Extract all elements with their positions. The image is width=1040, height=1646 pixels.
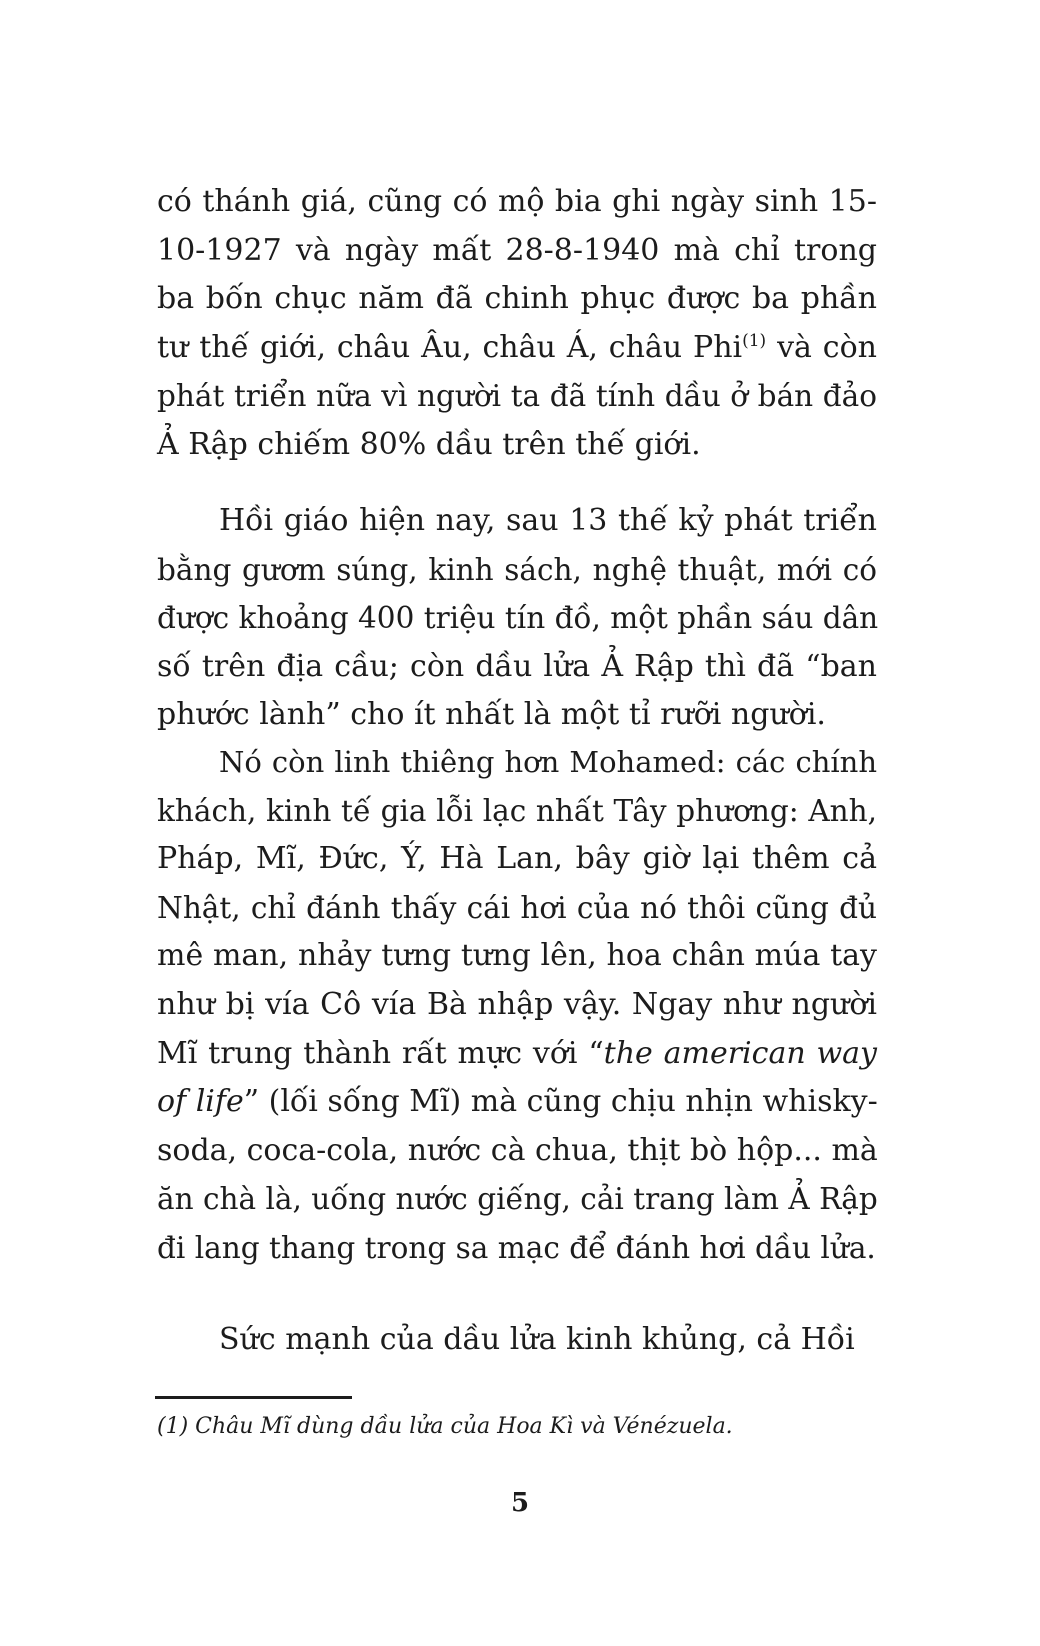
- text-line: Ả Rập chiếm 80% dầu trên thế giới.: [157, 426, 701, 462]
- paragraph-4: [157, 1316, 877, 1365]
- italic-phrase: of life: [157, 1084, 244, 1120]
- text-line: Sức mạnh của dầu lửa kinh khủng, cả Hồi: [219, 1322, 855, 1357]
- text-line: [157, 324, 877, 373]
- text-line: đi lang thang trong sa mạc để đánh hơi dầu lửa.: [157, 1230, 876, 1265]
- text-line: có thánh giá, cũng có mộ bia ghi ngày sinh 15-: [157, 184, 877, 219]
- paragraph-3: [157, 738, 877, 1273]
- text-line: số trên địa cầu; còn dầu lửa Ả Rập thì đã “ban: [157, 648, 877, 684]
- text-line: phát triển nữa vì người ta đã tính dầu ở bán đảo: [157, 379, 877, 414]
- text-line: khách, kinh tế gia lỗi lạc nhất Tây phương: Anh,: [157, 793, 877, 828]
- footnote-divider: [155, 1396, 352, 1399]
- text-line: ba bốn chục năm đã chinh phục được ba phần: [157, 281, 877, 317]
- paragraph-1: [157, 178, 877, 470]
- text-line: bằng gươm súng, kinh sách, nghệ thuật, mới có: [157, 552, 877, 587]
- text-segment: ” (lối sống Mĩ) mà cũng chịu nhịn whisky-: [243, 1084, 878, 1120]
- text-line: mê man, nhảy tưng tưng lên, hoa chân múa tay: [157, 938, 877, 974]
- text-line: ăn chà là, uống nước giếng, cải trang làm Ả Rập: [157, 1182, 878, 1217]
- text-line: Nó còn linh thiêng hơn Mohamed: các chính: [219, 745, 877, 779]
- footnote-reference: (1): [742, 330, 767, 351]
- text-line: 10-1927 và ngày mất 28-8-1940 mà chỉ trong: [157, 232, 877, 268]
- text-line: [157, 1030, 877, 1079]
- text-line: được khoảng 400 triệu tín đồ, một phần sáu dân: [157, 601, 879, 636]
- italic-phrase: the american way: [603, 1035, 877, 1071]
- page-number: 5: [510, 1488, 530, 1518]
- text-line: Nhật, chỉ đánh thấy cái hơi của nó thôi cũng đủ: [157, 890, 877, 925]
- footnote: (1) Châu Mĩ dùng dầu lửa của Hoa Kì và Vénézuela.: [157, 1414, 733, 1439]
- text-segment: tư thế giới, châu Âu, châu Á, châu Phi: [157, 329, 743, 365]
- text-line: Pháp, Mĩ, Đức, Ý, Hà Lan, bây giờ lại thêm cả: [157, 841, 877, 877]
- paragraph-2: [157, 497, 877, 740]
- text-segment: và còn: [766, 329, 877, 365]
- text-line: soda, coca-cola, nước cà chua, thịt bò hộp... mà: [157, 1132, 878, 1168]
- text-segment: Mĩ trung thành rất mực với “: [157, 1035, 604, 1071]
- text-line: như bị vía Cô vía Bà nhập vậy. Ngay như người: [157, 986, 877, 1022]
- text-line: phước lành” cho ít nhất là một tỉ rưỡi người.: [157, 697, 826, 733]
- text-line: [157, 1078, 877, 1127]
- text-line: Hồi giáo hiện nay, sau 13 thế kỷ phát triển: [219, 503, 877, 538]
